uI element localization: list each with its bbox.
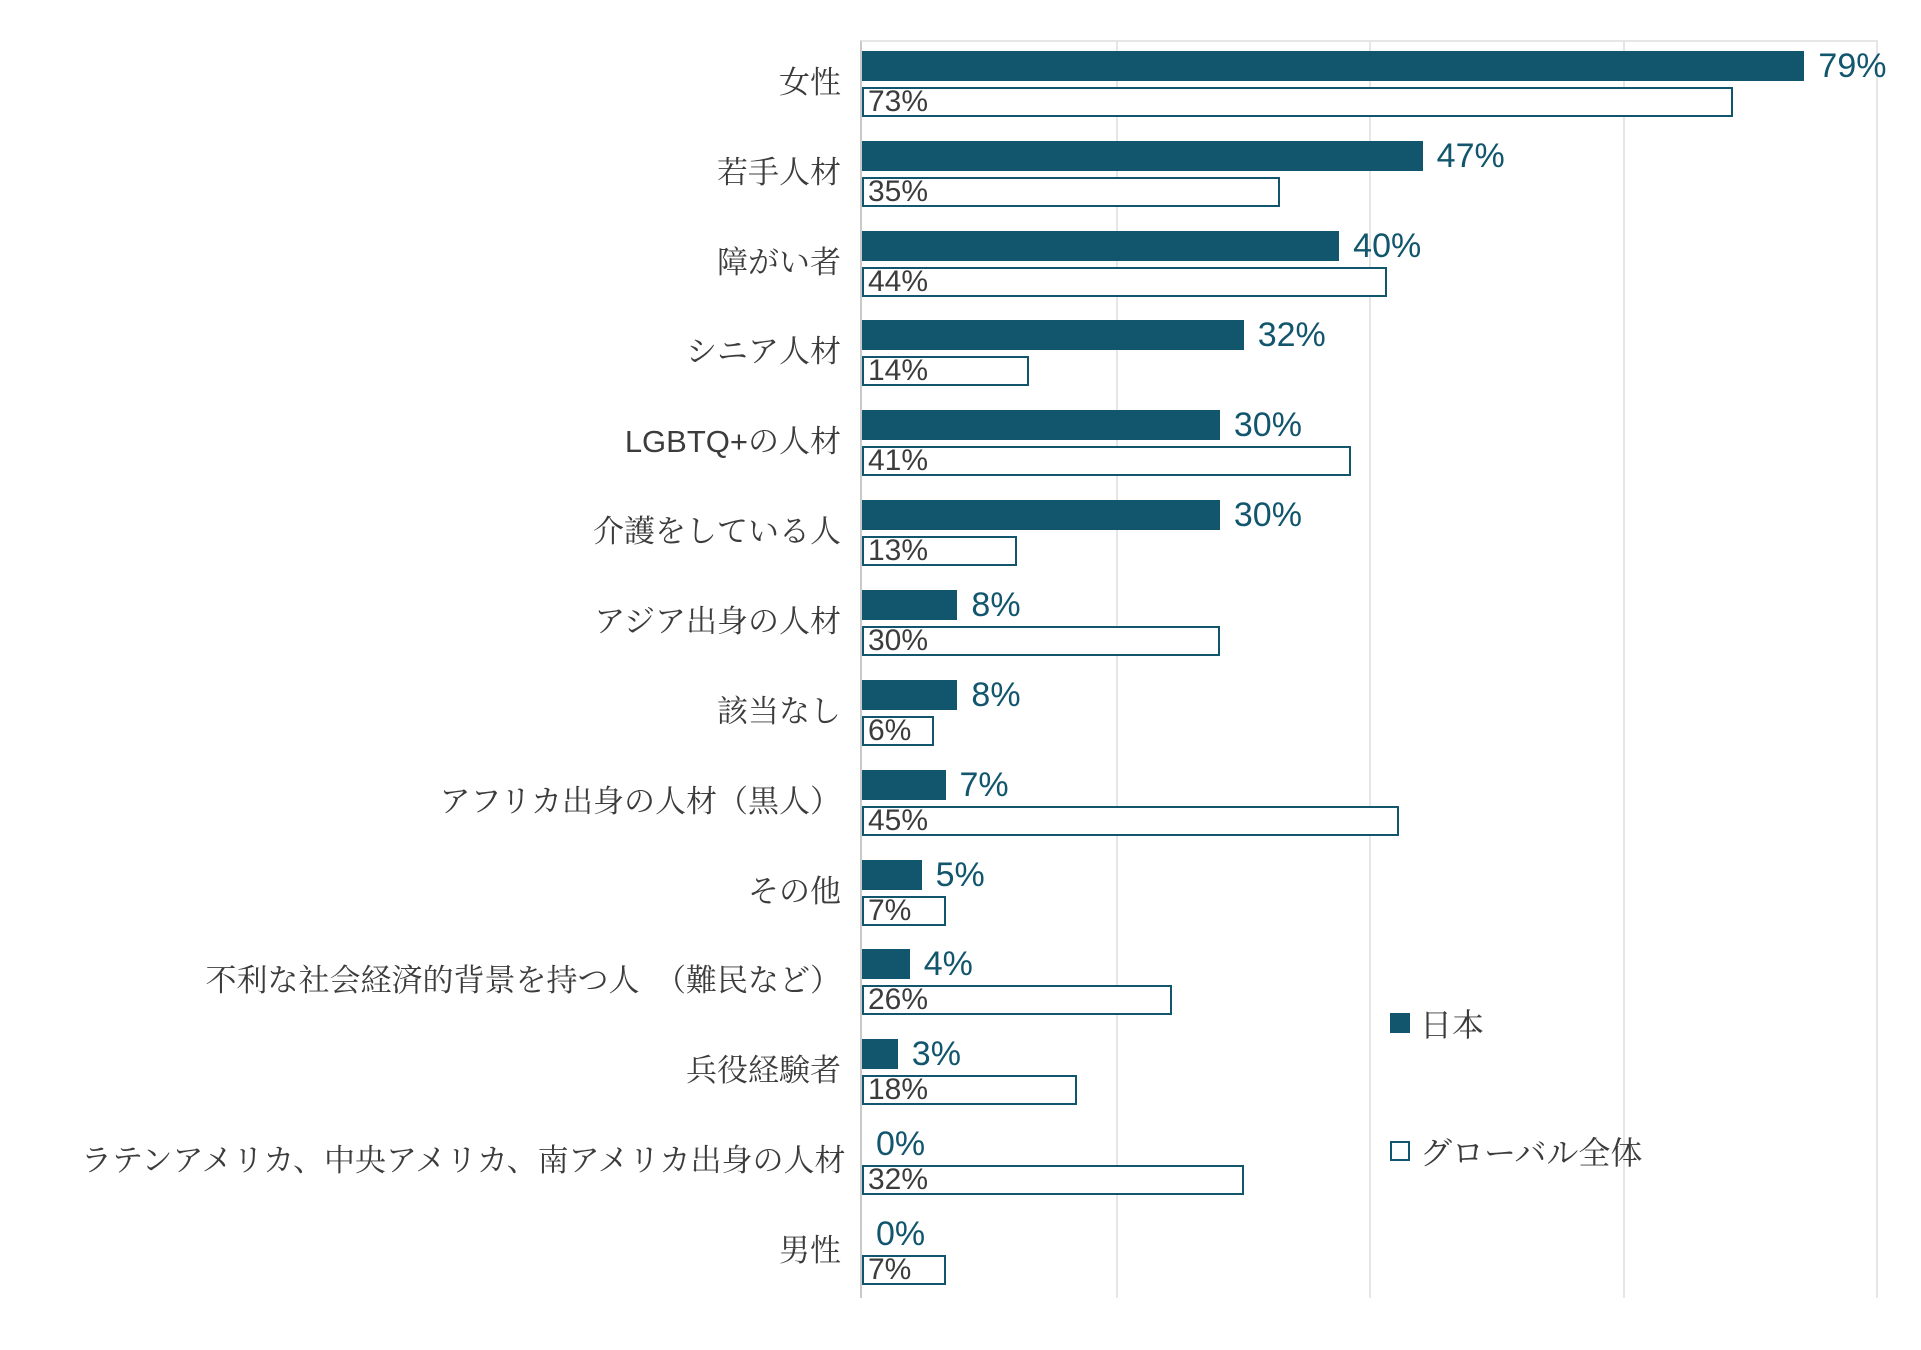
chart-row [0, 849, 1921, 939]
bar-japan [862, 860, 922, 890]
value-label-japan: 7% [959, 765, 1009, 804]
value-label-japan: 8% [971, 586, 1021, 625]
chart-row [0, 579, 1921, 669]
chart-row [0, 489, 1921, 579]
chart-row [0, 40, 1921, 130]
category-label: LGBTQ+の人材 [624, 424, 841, 460]
bar-japan [862, 949, 910, 979]
chart-row [0, 669, 1921, 759]
value-label-global: 45% [868, 803, 929, 837]
value-label-global: 7% [868, 1253, 912, 1287]
category-label: シニア人材 [686, 334, 841, 370]
category-label: ラテンアメリカ、中央アメリカ、南アメリカ出身の人材 [81, 1143, 846, 1179]
legend-item-global [1390, 1128, 1642, 1174]
value-label-global: 35% [868, 174, 929, 208]
value-label-japan: 0% [876, 1125, 926, 1164]
bar-japan [862, 410, 1220, 440]
value-label-japan: 40% [1353, 226, 1422, 265]
value-label-japan: 79% [1818, 46, 1887, 85]
value-label-global: 14% [868, 354, 929, 388]
category-label: 不利な社会経済的背景を持つ人 （難民など） [205, 963, 841, 999]
value-label-japan: 5% [935, 855, 985, 894]
value-label-japan: 30% [1233, 496, 1302, 535]
value-label-global: 7% [868, 893, 912, 927]
chart-row [0, 310, 1921, 400]
chart-row [0, 1028, 1921, 1118]
bar-japan [862, 500, 1220, 530]
value-label-japan: 8% [971, 675, 1021, 714]
category-label: 該当なし [717, 693, 841, 729]
category-label: アフリカ出身の人材（黒人） [439, 783, 841, 819]
category-label: 男性 [779, 1233, 841, 1269]
legend-swatch-filled-icon [1390, 1013, 1410, 1033]
value-label-japan: 47% [1436, 136, 1505, 175]
value-label-japan: 3% [911, 1035, 961, 1074]
category-label: アジア出身の人材 [594, 604, 841, 640]
value-label-japan: 32% [1257, 316, 1326, 355]
legend-item-japan [1390, 1000, 1484, 1046]
value-label-global: 26% [868, 983, 929, 1017]
bar-japan [862, 1039, 898, 1069]
value-label-global: 18% [868, 1073, 929, 1107]
value-label-global: 30% [868, 624, 929, 658]
value-label-japan: 0% [876, 1215, 926, 1254]
bar-japan [862, 320, 1244, 350]
bar-japan [862, 141, 1423, 171]
bar-global [862, 264, 1387, 298]
chart-row [0, 130, 1921, 220]
bar-japan [862, 231, 1339, 261]
category-label: 介護をしている人 [593, 514, 841, 550]
value-label-global: 13% [868, 534, 929, 568]
value-label-global: 41% [868, 444, 929, 478]
chart-row [0, 220, 1921, 310]
chart-row [0, 1208, 1921, 1298]
category-label: 障がい者 [717, 244, 841, 280]
bar-japan [862, 590, 957, 620]
bar-japan [862, 680, 957, 710]
legend-swatch-hollow-icon [1390, 1141, 1410, 1161]
category-label: 女性 [779, 64, 841, 100]
chart-row [0, 759, 1921, 849]
chart-row [0, 399, 1921, 489]
value-label-global: 32% [868, 1163, 929, 1197]
legend-label-global: グローバル全体 [1420, 1135, 1643, 1171]
category-label: 兵役経験者 [686, 1053, 841, 1089]
bar-japan [862, 770, 946, 800]
value-label-japan: 4% [923, 945, 973, 984]
value-label-global: 6% [868, 713, 912, 747]
bar-global [862, 446, 1351, 476]
legend-label-japan: 日本 [1420, 1007, 1485, 1043]
chart-row [0, 939, 1921, 1029]
value-label-japan: 30% [1233, 406, 1302, 445]
category-label: 若手人材 [717, 154, 841, 190]
bar-global [862, 84, 1733, 118]
category-label: その他 [748, 873, 841, 909]
value-label-global: 73% [868, 84, 929, 118]
value-label-global: 44% [868, 264, 929, 298]
bar-global [862, 803, 1399, 837]
bar-japan [862, 51, 1804, 81]
chart-rows [0, 40, 1921, 1298]
